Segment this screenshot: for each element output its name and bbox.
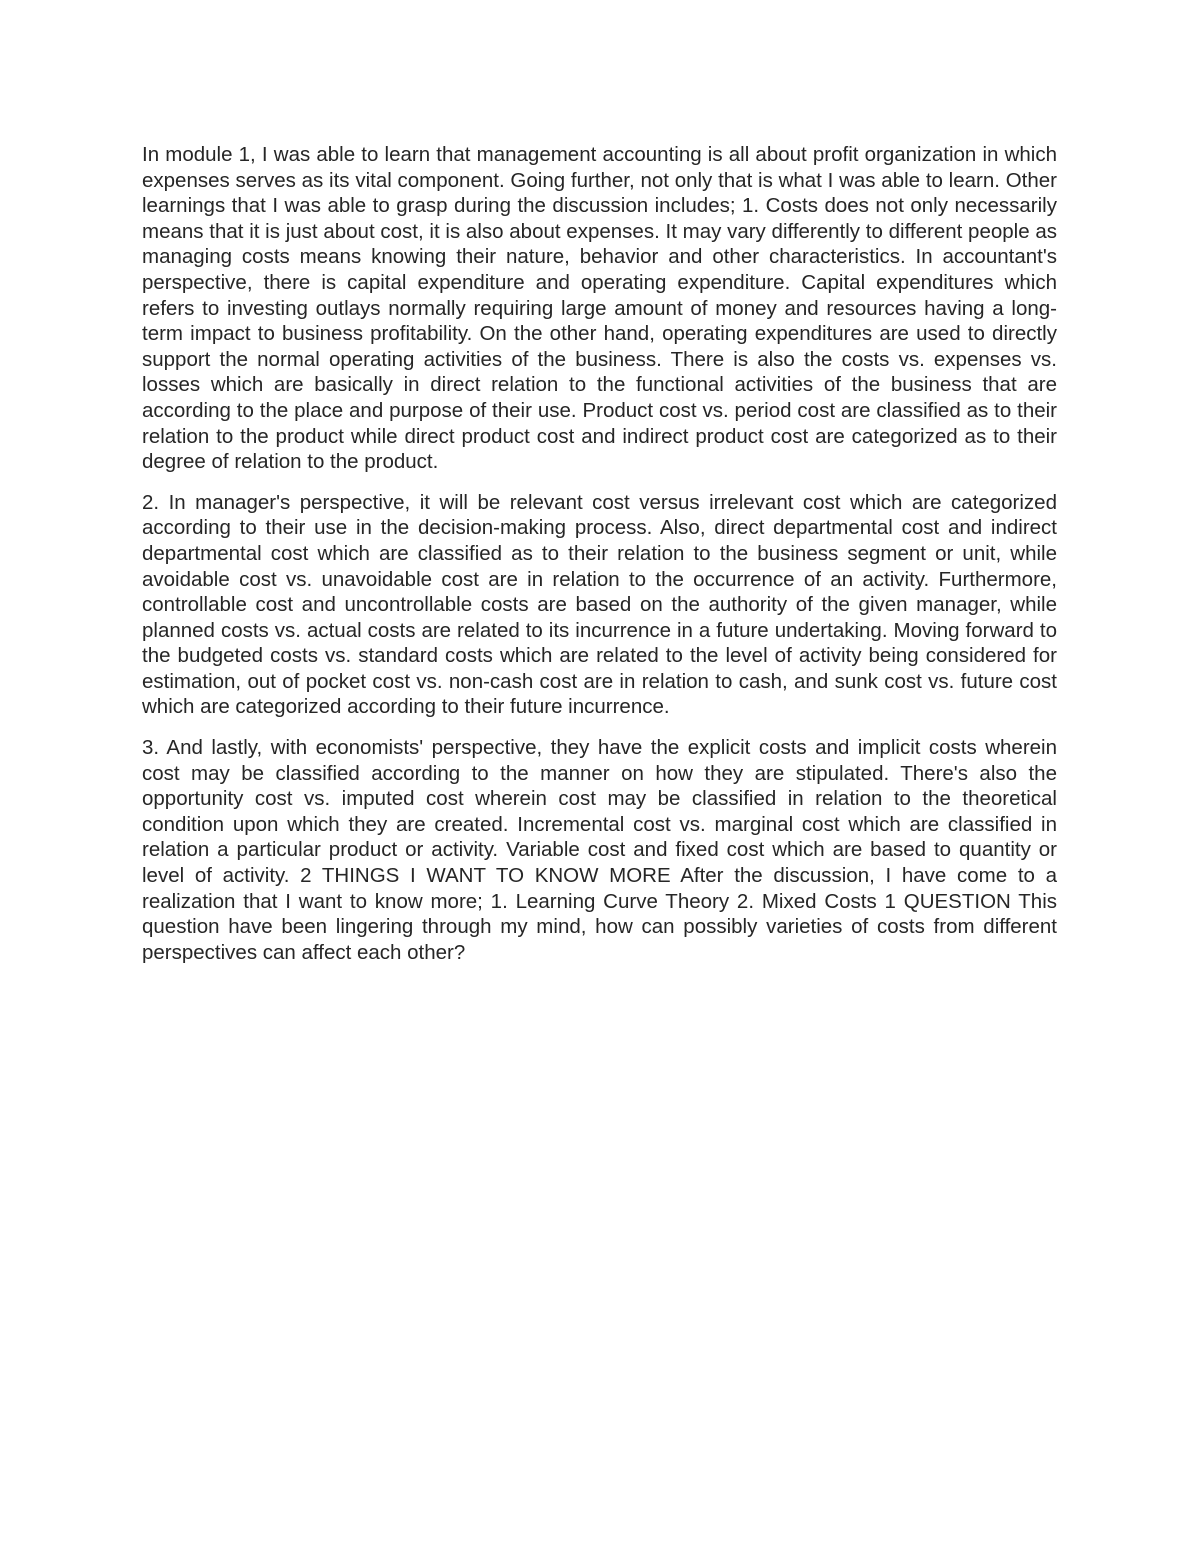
paragraph-module-1-intro: In module 1, I was able to learn that management accounting is all about profit organization in which expenses serves as its vital component. Going further, not only that is what I was able to learn. Other learnings that I was able to grasp during the discussion includes; 1. Costs does not only necessarily means that it is just about cost, it is also about expenses. It may vary differently to different people as managing costs means knowing their nature, behavior and other characteristics. In accountant's perspective, there is capital expenditure and operating expenditure. Capital expenditures which refers to investing outlays normally requiring large amount of money and resources having a long-term impact to business profitability. On the other hand, operating expenditures are used to directly support the normal operating activities of the business. There is also the costs vs. expenses vs. losses which are basically in direct relation to the functional activities of the business that are according to the place and purpose of their use. Product cost vs. period cost are classified as to their relation to the product while direct product cost and indirect product cost are categorized as to their degree of relation to the product. [142,143,1057,474]
paragraph-managers-perspective: 2. In manager's perspective, it will be relevant cost versus irrelevant cost which are categorized according to their use in the decision-making process. Also, direct departmental cost and indirect departmental cost which are classified as to their relation to the business segment or unit, while avoidable cost vs. unavoidable cost are in relation to the occurrence of an activity. Furthermore, controllable cost and uncontrollable costs are based on the authority of the given manager, while planned costs vs. actual costs are related to its incurrence in a future undertaking. Moving forward to the budgeted costs vs. standard costs which are related to the level of activity being considered for estimation, out of pocket cost vs. non-cash cost are in relation to cash, and sunk cost vs. future cost which are categorized according to their future incurrence. [142,490,1057,719]
document-body [142,142,1057,980]
paragraph-economists-perspective: 3. And lastly, with economists' perspective, they have the explicit costs and implicit costs wherein cost may be classified according to the manner on how they are stipulated. There's also the opportunity cost vs. imputed cost wherein cost may be classified in relation to the theoretical condition upon which they are created. Incremental cost vs. marginal cost which are classified in relation a particular product or activity. Variable cost and fixed cost which are based to quantity or level of activity. 2 THINGS I WANT TO KNOW MORE After the discussion, I have come to a realization that I want to know more; 1. Learning Curve Theory 2. Mixed Costs 1 QUESTION This question have been lingering through my mind, how can possibly varieties of costs from different perspectives can affect each other? [142,736,1057,964]
